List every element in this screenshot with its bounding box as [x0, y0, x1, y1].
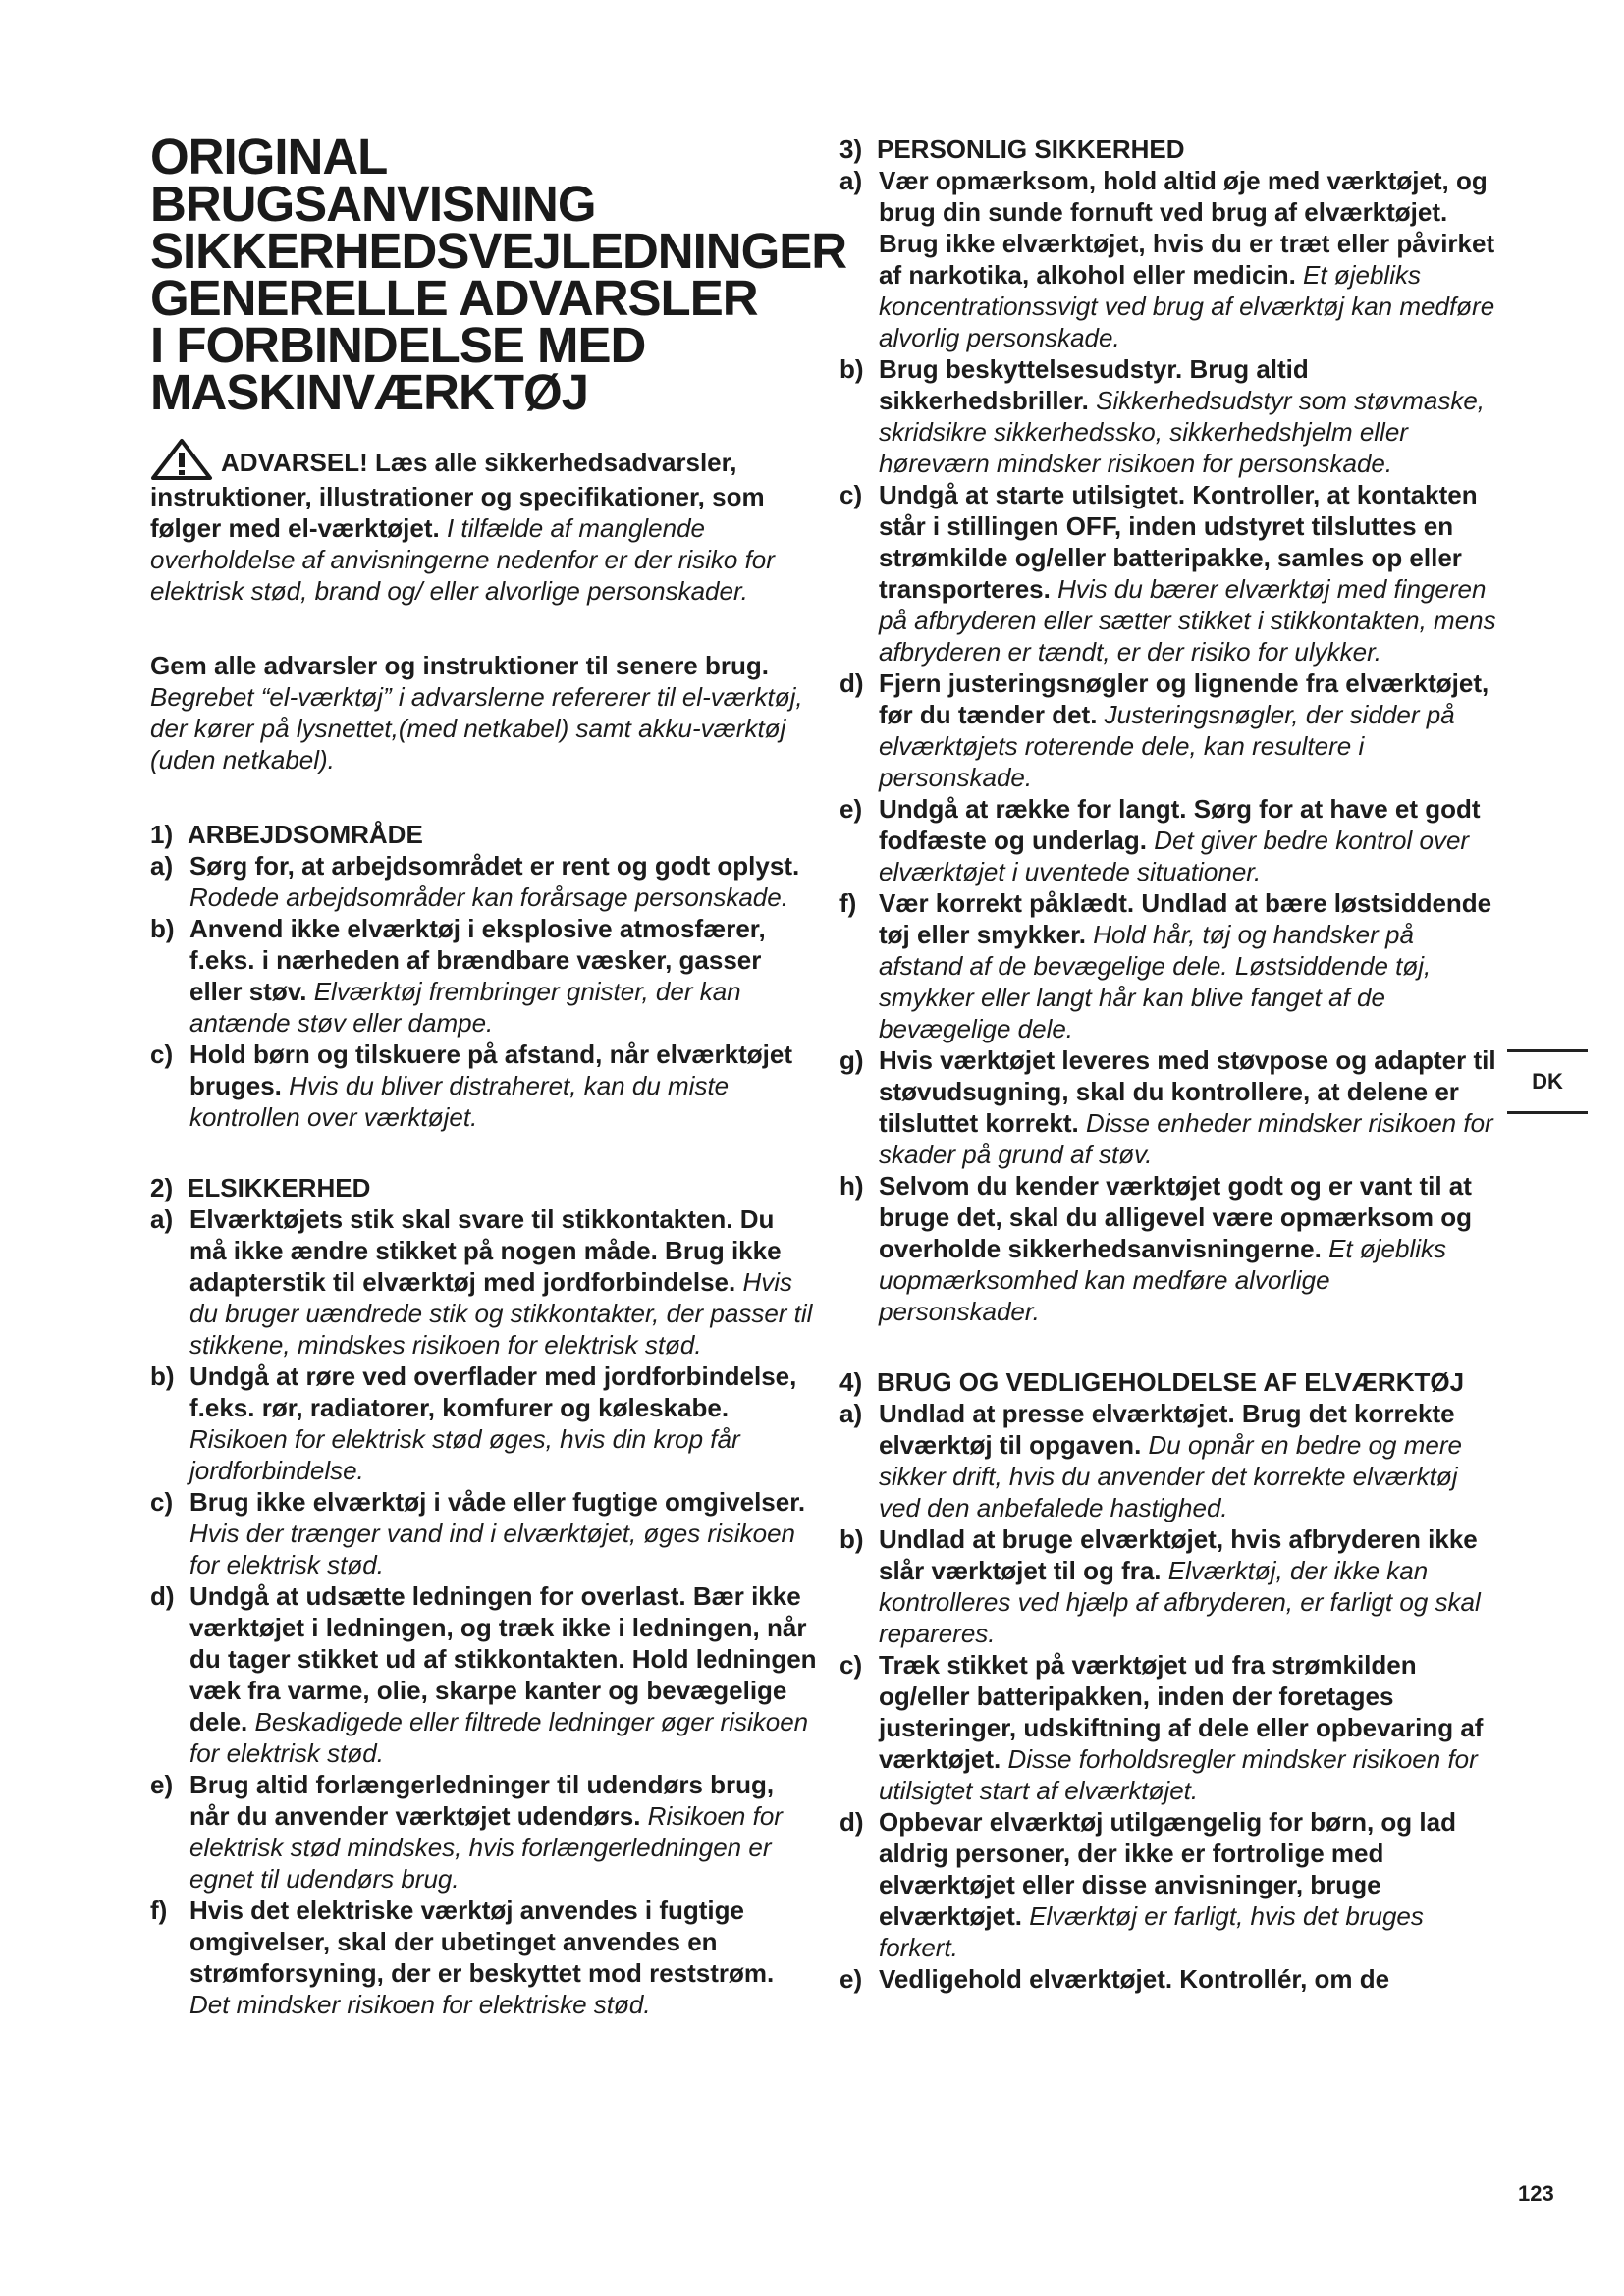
title-line: I FORBINDELSE MED [150, 317, 646, 373]
item-explanation: Sikkerhedsudstyr som støvmaske, skridsikre sikkerhedssko, sikkerhedshjelm eller høreværn mindsker risikoen for personskade. [879, 386, 1486, 478]
item-instruction: Undgå at starte utilsigtet. Kontroller, at kontakten står i stillingen OFF, inden udstyret tilsluttes en strømkilde og/eller batteripakke, samles op eller transporteres. [879, 480, 1478, 604]
item-instruction: Vær korrekt påklædt. Undlad at bære løstsiddende tøj eller smykker. [879, 888, 1492, 949]
warning-triangle-icon [150, 438, 213, 481]
item-instruction: Hold børn og tilskuere på afstand, når elværktøjet bruges. [189, 1040, 793, 1100]
section-number: 4) [839, 1367, 863, 1397]
title-line: MASKINVÆRKTØJ [150, 364, 589, 420]
item-label: a) [150, 851, 174, 881]
item-explanation: Elværktøj frembringer gnister, der kan antænde støv eller dampe. [189, 977, 741, 1038]
item-instruction: Opbevar elværktøj utilgængelig for børn, og lad aldrig personer, der ikke er fortrolige med elværktøjet eller disse anvisninger, bruge elværktøjet. [879, 1807, 1456, 1931]
item-explanation: Et øjebliks uopmærksomhed kan medføre alvorlige personskader. [879, 1234, 1446, 1326]
item-label: c) [839, 480, 863, 509]
title-line: SIKKERHEDSVEJLEDNINGER [150, 223, 847, 279]
right-column [839, 133, 1497, 1995]
list-item [839, 667, 1497, 793]
item-instruction: Brug ikke elværktøj i våde eller fugtige omgivelser. [189, 1487, 806, 1517]
item-label: b) [150, 1362, 175, 1391]
item-explanation: Hvis der trænger vand ind i elværktøjet, øges risikoen for elektrisk stød. [189, 1519, 796, 1579]
item-instruction: Undgå at røre ved overflader med jordforbindelse, f.eks. rør, radiatorer, komfurer og køleskabe. [189, 1362, 797, 1422]
keep-instructions [150, 650, 818, 775]
section-heading [150, 819, 818, 850]
title-line: ORIGINAL BRUGSANVISNING [150, 129, 596, 232]
item-explanation: Hold hår, tøj og handsker på afstand af de bevægelige dele. Løstsiddende tøj, smykker eller langt hår kan blive fanget af de bevægelige dele. [879, 920, 1432, 1043]
item-explanation: Et øjebliks koncentrationssvigt ved brug af elværktøj kan medføre alvorlig personskade. [879, 260, 1495, 352]
keep-instructions-note: Begrebet “el-værktøj” i advarslerne refererer til el-værktøj, der kører på lysnettet,(med netkabel) samt akku-værktøj (uden netkabel). [150, 682, 803, 774]
list-item [150, 1361, 818, 1486]
item-explanation: Rodede arbejdsområder kan forårsage personskade. [189, 882, 788, 912]
item-label: e) [839, 1964, 863, 1994]
list-item [150, 1486, 818, 1580]
item-label: g) [839, 1045, 864, 1075]
section-number: 1) [150, 820, 174, 849]
item-explanation: Risikoen for elektrisk stød mindskes, hvis forlængerledningen er egnet til udendørs brug. [189, 1801, 783, 1894]
section-personal-safety [839, 133, 1497, 1327]
item-instruction: Brug altid forlængerledninger til udendørs brug, når du anvender værktøjet udendørs. [189, 1770, 775, 1831]
keep-instructions-heading: Gem alle advarsler og instruktioner til senere brug. [150, 651, 769, 680]
list-item [839, 479, 1497, 667]
item-instruction: Hvis værktøjet leveres med støvpose og adapter til støvudsugning, skal du kontrollere, at delene er tilsluttet korrekt. [879, 1045, 1496, 1138]
item-instruction: Sørg for, at arbejdsområdet er rent og godt oplyst. [189, 851, 800, 881]
section-work-area [150, 819, 818, 1133]
item-label: a) [150, 1204, 174, 1234]
item-label: c) [150, 1040, 174, 1069]
item-instruction: Fjern justeringsnøgler og lignende fra elværktøjet, før du tænder det. [879, 668, 1489, 729]
item-explanation: Elværktøj, der ikke kan kontrolleres ved hjælp af afbryderen, er farligt og skal repareres. [879, 1556, 1481, 1648]
section-heading [839, 1366, 1497, 1398]
left-column [150, 129, 847, 2020]
list-item [150, 1580, 818, 1769]
section-title: ARBEJDSOMRÅDE [188, 820, 423, 849]
item-instruction: Undgå at udsætte ledningen for overlast. Bær ikke værktøjet i ledningen, og træk ikke i ledningen, når du tager stikket ud af stikkontakten. Hold ledningen væk fra varme, olie, skarpe kanter og bevægelige dele. [189, 1581, 817, 1736]
section-heading [839, 133, 1497, 165]
item-label: a) [839, 1399, 863, 1428]
item-instruction: Undlad at bruge elværktøjet, hvis afbryderen ikke slår værktøjet til og fra. [879, 1524, 1478, 1585]
item-label: b) [839, 1524, 864, 1554]
list-item [839, 353, 1497, 479]
item-label: d) [150, 1581, 175, 1611]
section-use-and-care [839, 1366, 1497, 1995]
item-instruction: Brug beskyttelsesudstyr. Brug altid sikkerhedsbriller. [879, 354, 1309, 415]
item-instruction: Undlad at presse elværktøjet. Brug det korrekte elværktøj til opgaven. [879, 1399, 1455, 1460]
item-label: d) [839, 1807, 864, 1837]
item-explanation: Du opnår en bedre og mere sikker drift, hvis du anvender det korrekte elværktøj ved den anbefalede hastighed. [879, 1430, 1462, 1522]
item-label: a) [839, 166, 863, 195]
warning-block [150, 438, 818, 607]
item-label: f) [839, 888, 857, 918]
section-electrical-safety [150, 1172, 818, 2020]
item-instruction: Elværktøjets stik skal svare til stikkontakten. Du må ikke ændre stikket på nogen måde. Brug ikke adapterstik til elværktøj med jordforbindelse. [189, 1204, 782, 1297]
item-explanation: Hvis du bruger uændrede stik og stikkontakter, der passer til stikkene, mindskes risikoen for elektrisk stød. [189, 1267, 813, 1360]
item-explanation: Justeringsnøgler, der sidder på elværktøjets roterende dele, kan resultere i personskade. [879, 700, 1455, 792]
item-instruction: Vær opmærksom, hold altid øje med værktøjet, og brug din sunde fornuft ved brug af elværktøjet. Brug ikke elværktøjet, hvis du er træt eller påvirket af narkotika, alkohol eller medicin. [879, 166, 1495, 290]
list-item [150, 850, 818, 913]
title-line: GENERELLE ADVARSLER [150, 270, 758, 326]
section-number: 2) [150, 1173, 174, 1202]
language-tab: DK [1507, 1049, 1588, 1114]
warning-note: I tilfælde af manglende overholdelse af anvisningerne nedenfor er der risiko for elektrisk stød, brand og/ eller alvorlige personskader. [150, 513, 775, 606]
list-item [839, 1044, 1497, 1170]
page-title [150, 129, 847, 420]
item-explanation: Det giver bedre kontrol over elværktøjet i uventede situationer. [879, 826, 1470, 886]
list-item [839, 1170, 1497, 1327]
item-label: c) [839, 1650, 863, 1680]
section-heading [150, 1172, 818, 1203]
list-item [839, 793, 1497, 887]
item-label: d) [839, 668, 864, 698]
item-instruction: Anvend ikke elværktøj i eksplosive atmosfærer, f.eks. i nærheden af brændbare væsker, gasser eller støv. [189, 914, 766, 1006]
item-label: b) [150, 914, 175, 943]
item-explanation: Beskadigede eller filtrede ledninger øger risikoen for elektrisk stød. [189, 1707, 809, 1768]
item-explanation: Hvis du bliver distraheret, kan du miste kontrollen over værktøjet. [189, 1071, 730, 1132]
list-item [839, 1806, 1497, 1963]
item-label: c) [150, 1487, 174, 1517]
list-item [839, 1649, 1497, 1806]
item-label: e) [150, 1770, 174, 1799]
item-instruction: Undgå at række for langt. Sørg for at have et godt fodfæste og underlag. [879, 794, 1481, 855]
item-explanation: Disse enheder mindsker risikoen for skader på grund af støv. [879, 1108, 1493, 1169]
page-number: 123 [1518, 2181, 1554, 2206]
list-item [150, 913, 818, 1039]
item-label: b) [839, 354, 864, 384]
item-explanation: Elværktøj er farligt, hvis det bruges forkert. [879, 1901, 1424, 1962]
item-explanation: Disse forholdsregler mindsker risikoen for utilsigtet start af elværktøjet. [879, 1744, 1478, 1805]
list-item [839, 1963, 1497, 1995]
item-label: e) [839, 794, 863, 824]
list-item [839, 1398, 1497, 1523]
section-title: ELSIKKERHED [188, 1173, 371, 1202]
list-item [839, 165, 1497, 353]
item-instruction: Vedligehold elværktøjet. Kontrollér, om de [879, 1964, 1390, 1994]
item-explanation: Det mindsker risikoen for elektriske stød. [189, 1990, 651, 2019]
item-label: f) [150, 1896, 168, 1925]
item-instruction: Træk stikket på værktøjet ud fra strømkilden og/eller batteripakken, inden der foretages justeringer, udskiftning af dele eller opbevaring af værktøjet. [879, 1650, 1484, 1774]
list-item [150, 1769, 818, 1895]
section-title: BRUG OG VEDLIGEHOLDELSE AF ELVÆRKTØJ [877, 1367, 1465, 1397]
list-item [839, 1523, 1497, 1649]
list-item [150, 1203, 818, 1361]
list-item [150, 1895, 818, 2020]
item-instruction: Hvis det elektriske værktøj anvendes i fugtige omgivelser, skal der ubetinget anvendes en strømforsyning, der er beskyttet mod reststrøm. [189, 1896, 775, 1988]
list-item [839, 887, 1497, 1044]
item-instruction: Selvom du kender værktøjet godt og er vant til at bruge det, skal du alligevel være opmærksom og overholde sikkerhedsanvisningerne. [879, 1171, 1472, 1263]
warning-text: ADVARSEL! Læs alle sikkerhedsadvarsler, instruktioner, illustrationer og specifikationer, som følger med el-værktøjet. [150, 448, 765, 543]
list-item [150, 1039, 818, 1133]
section-title: PERSONLIG SIKKERHED [877, 134, 1185, 164]
section-number: 3) [839, 134, 863, 164]
item-explanation: Risikoen for elektrisk stød øges, hvis din krop får jordforbindelse. [189, 1424, 740, 1485]
item-explanation: Hvis du bærer elværktøj med fingeren på afbryderen eller sætter stikket i stikkontakten, mens afbryderen er tændt, er der risiko for ulykker. [879, 574, 1496, 667]
item-label: h) [839, 1171, 864, 1201]
